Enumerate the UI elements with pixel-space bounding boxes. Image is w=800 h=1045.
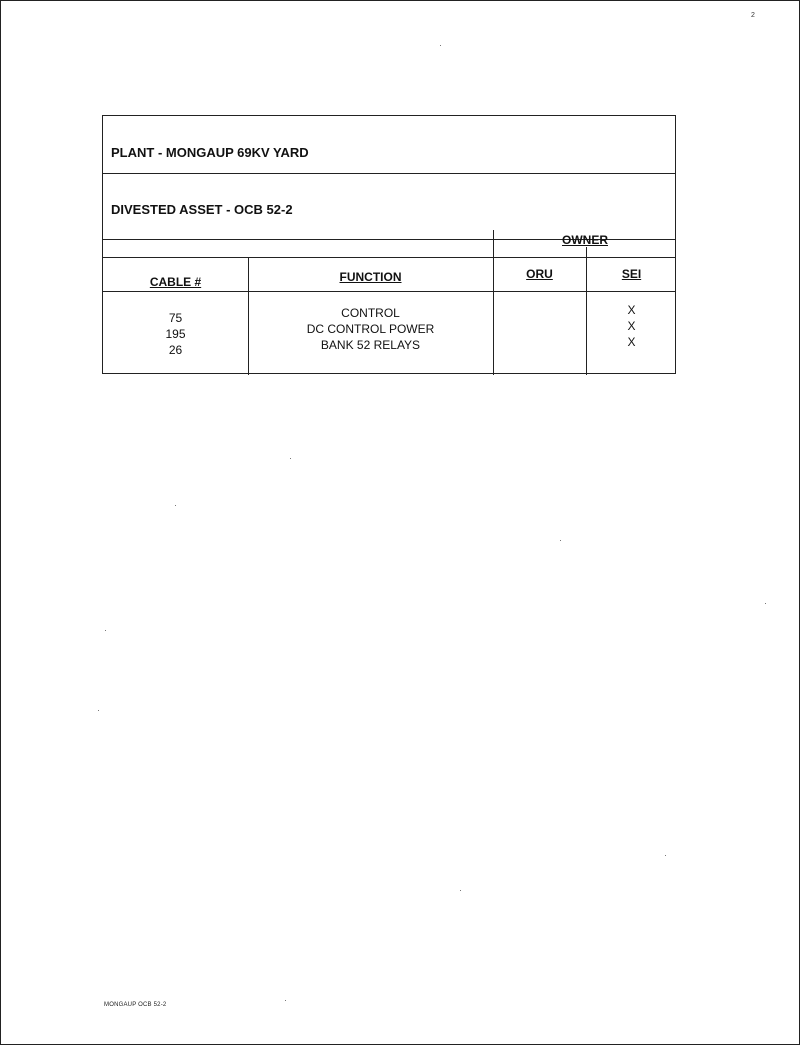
scan-speck (460, 890, 461, 891)
scan-speck (765, 603, 766, 604)
divested-asset-title: DIVESTED ASSET - OCB 52-2 (111, 202, 293, 217)
plant-title: PLANT - MONGAUP 69KV YARD (111, 145, 309, 160)
cable-column (103, 310, 248, 358)
footer-filename: MONGAUP OCB 52-2 (104, 1002, 167, 1008)
divider (103, 257, 675, 258)
scan-speck (290, 458, 291, 459)
function-column (248, 305, 493, 353)
cable-cell: 195 (165, 327, 186, 341)
cable-cell: 75 (168, 311, 183, 325)
divider (103, 291, 675, 292)
page-number: 2 (751, 12, 755, 19)
sei-cell: X (627, 335, 636, 349)
owner-header: OWNER (562, 233, 608, 247)
sei-cell: X (627, 319, 636, 333)
scan-speck (175, 505, 176, 506)
sei-header: SEI (621, 267, 642, 281)
cable-cell: 26 (168, 343, 183, 357)
function-header: FUNCTION (339, 270, 402, 284)
sei-cell: X (627, 303, 636, 317)
sei-column (586, 302, 677, 350)
scan-speck (285, 1000, 286, 1001)
scan-speck (665, 855, 666, 856)
asset-table (102, 115, 676, 374)
cable-header: CABLE # (149, 275, 202, 289)
scan-speck (560, 540, 561, 541)
scan-speck (105, 630, 106, 631)
column-divider (493, 230, 494, 375)
function-cell: CONTROL (341, 306, 400, 320)
function-cell: DC CONTROL POWER (306, 322, 435, 336)
scan-speck (98, 710, 99, 711)
oru-header: ORU (526, 267, 553, 281)
divider (103, 173, 675, 174)
scan-speck (440, 45, 441, 46)
function-cell: BANK 52 RELAYS (320, 338, 421, 352)
